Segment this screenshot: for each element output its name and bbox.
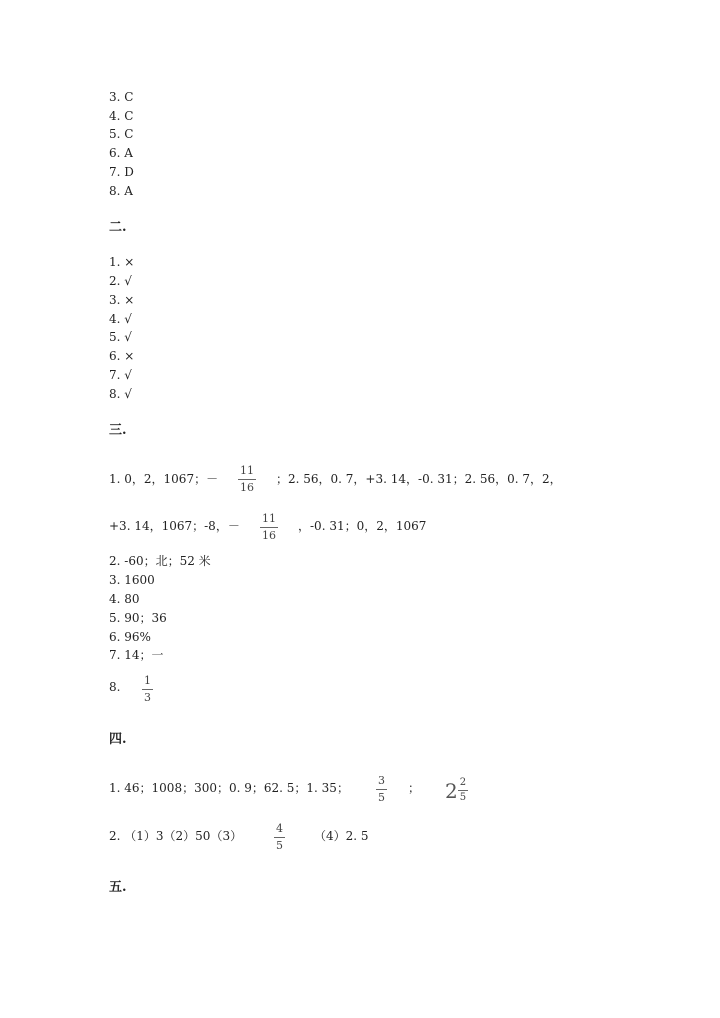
fraction [458,778,468,803]
fraction-numerator: 11 [262,512,276,525]
answer-line: 3. C [109,90,134,104]
answer-line: 2. -60；北；52 米 [109,554,211,568]
answer-line: 8. A [109,184,133,198]
answer-line: 8. √ [109,387,132,401]
answer-text: ； [408,781,421,795]
mixed-number [445,778,468,803]
fraction-denominator: 16 [262,529,276,542]
fraction-denominator: 5 [459,792,467,803]
answer-text: 2. （1）3（2）50（3） [109,829,243,843]
answer-text: 8. [109,680,121,694]
answer-line: 6. × [109,349,135,363]
fraction-denominator: 16 [240,481,254,494]
fraction-bar [274,837,285,838]
answer-line: 4. √ [109,312,132,326]
fraction-numerator: 1 [144,674,151,687]
fraction-numerator: 11 [240,464,254,477]
answer-text: ，-0. 31；0，2，1067 [298,519,427,533]
answer-line: 1. × [109,255,135,269]
answer-line: 7. D [109,165,134,179]
answer-line: 3. × [109,293,135,307]
fraction-numerator: 2 [459,777,467,788]
fraction-denominator: 5 [276,839,283,852]
mixed-whole: 2 [445,778,458,803]
fraction [238,465,256,494]
fraction [274,823,285,852]
answer-text: 1. 0，2，1067；－ [109,472,219,486]
answer-text: （4）2. 5 [314,829,369,843]
answer-line: 4. C [109,109,134,123]
fraction-bar [260,527,278,528]
section-heading: 五. [109,880,127,895]
answer-text: ；2. 56，0. 7，+3. 14，-0. 31；2. 56，0. 7，2， [276,472,562,486]
section-heading: 四. [109,732,127,747]
section-heading: 二. [109,220,127,235]
fraction [142,675,153,704]
answer-line: 7. 14；一 [109,648,164,662]
section-heading: 三. [109,423,127,438]
answer-line: 2. √ [109,274,132,288]
fraction-bar [376,789,387,790]
answer-line: 7. √ [109,368,132,382]
answer-line: 3. 1600 [109,573,155,587]
fraction-bar [458,790,468,791]
fraction-bar [142,689,153,690]
fraction [376,775,387,804]
answer-line: 5. 90；36 [109,611,167,625]
answer-line: 5. √ [109,330,132,344]
answer-line: 6. A [109,146,133,160]
fraction-numerator: 3 [378,774,385,787]
answer-line: 6. 96% [109,630,151,644]
answer-text: +3. 14，1067；-8，－ [109,519,240,533]
fraction-denominator: 5 [378,791,385,804]
answer-line: 4. 80 [109,592,140,606]
answer-line: 5. C [109,127,134,141]
answer-text: 1. 46；1008；300；0. 9；62. 5；1. 35； [109,781,349,795]
fraction [260,513,278,542]
fraction-bar [238,479,256,480]
fraction-numerator: 4 [276,822,283,835]
fraction-denominator: 3 [144,691,151,704]
